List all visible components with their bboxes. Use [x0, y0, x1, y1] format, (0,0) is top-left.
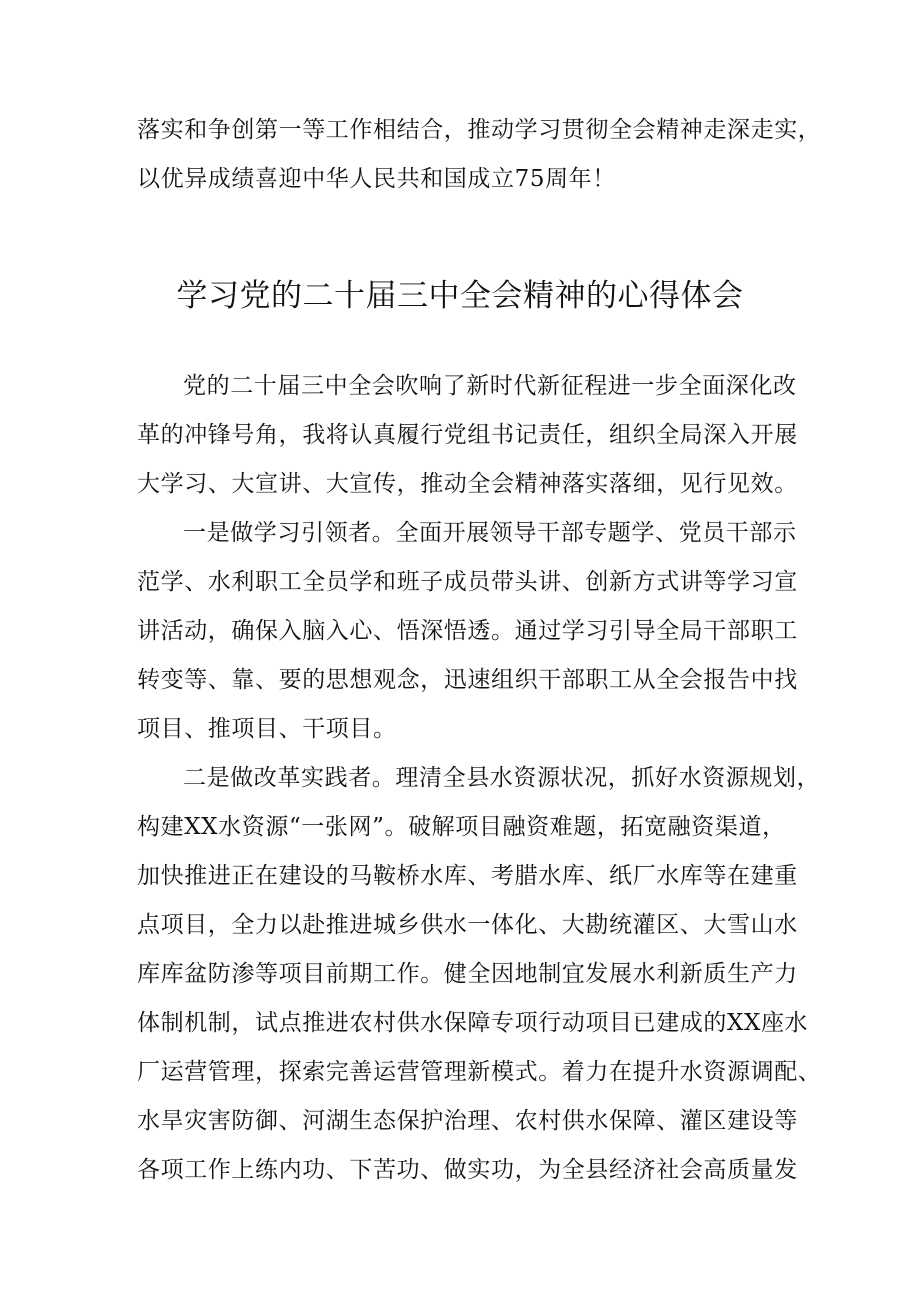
paragraph-3-line-8: 水旱灾害防御、河湖生态保护治理、农村供水保障、灌区建设等 [137, 1108, 798, 1134]
paragraph-3-line-9: 各项工作上练内功、下苦功、做实功，为全县经济社会高质量发 [137, 1157, 798, 1183]
paragraph-2-line-3: 讲活动，确保入脑入心、悟深悟透。通过学习引导全局干部职工 [137, 618, 798, 644]
paragraph-3-line-3: 加快推进正在建设的马鞍桥水库、考腊水库、纸厂水库等在建重 [137, 863, 798, 889]
paragraph-1-line-2: 革的冲锋号角，我将认真履行党组书记责任，组织全局深入开展 [137, 422, 798, 448]
paragraph-2-line-2: 范学、水利职工全员学和班子成员带头讲、创新方式讲等学习宣 [137, 569, 798, 595]
paragraph-3-line-1: 二是做改革实践者。理清全县水资源状况，抓好水资源规划， [183, 765, 821, 791]
top-paragraph-line-2: 以优异成绩喜迎中华人民共和国成立75周年！ [137, 166, 616, 192]
article-title: 学习党的二十届三中全会精神的心得体会 [176, 278, 744, 314]
paragraph-3-line-4: 点项目，全力以赴推进城乡供水一体化、大勘统灌区、大雪山水 [137, 912, 798, 938]
paragraph-3-line-7: 厂运营管理，探索完善运营管理新模式。着力在提升水资源调配、 [137, 1059, 822, 1085]
paragraph-2-line-4: 转变等、靠、要的思想观念，迅速组织干部职工从全会报告中找 [137, 667, 798, 693]
paragraph-3-line-6: 体制机制，试点推进农村供水保障专项行动项目已建成的XX座水 [137, 1010, 809, 1036]
paragraph-3-line-2: 构建XX水资源“一张网”。破解项目融资难题，拓宽融资渠道， [137, 814, 786, 840]
top-paragraph-line-1: 落实和争创第一等工作相结合，推动学习贯彻全会精神走深走实， [137, 117, 822, 143]
paragraph-2-line-1: 一是做学习引领者。全面开展领导干部专题学、党员干部示 [183, 520, 797, 546]
paragraph-3-line-5: 库库盆防渗等项目前期工作。健全因地制宜发展水利新质生产力 [137, 961, 798, 987]
paragraph-2-line-5: 项目、推项目、干项目。 [137, 716, 397, 742]
paragraph-1-line-3: 大学习、大宣讲、大宣传，推动全会精神落实落细，见行见效。 [137, 471, 798, 497]
paragraph-1-line-1: 党的二十届三中全会吹响了新时代新征程进一步全面深化改 [183, 373, 797, 399]
